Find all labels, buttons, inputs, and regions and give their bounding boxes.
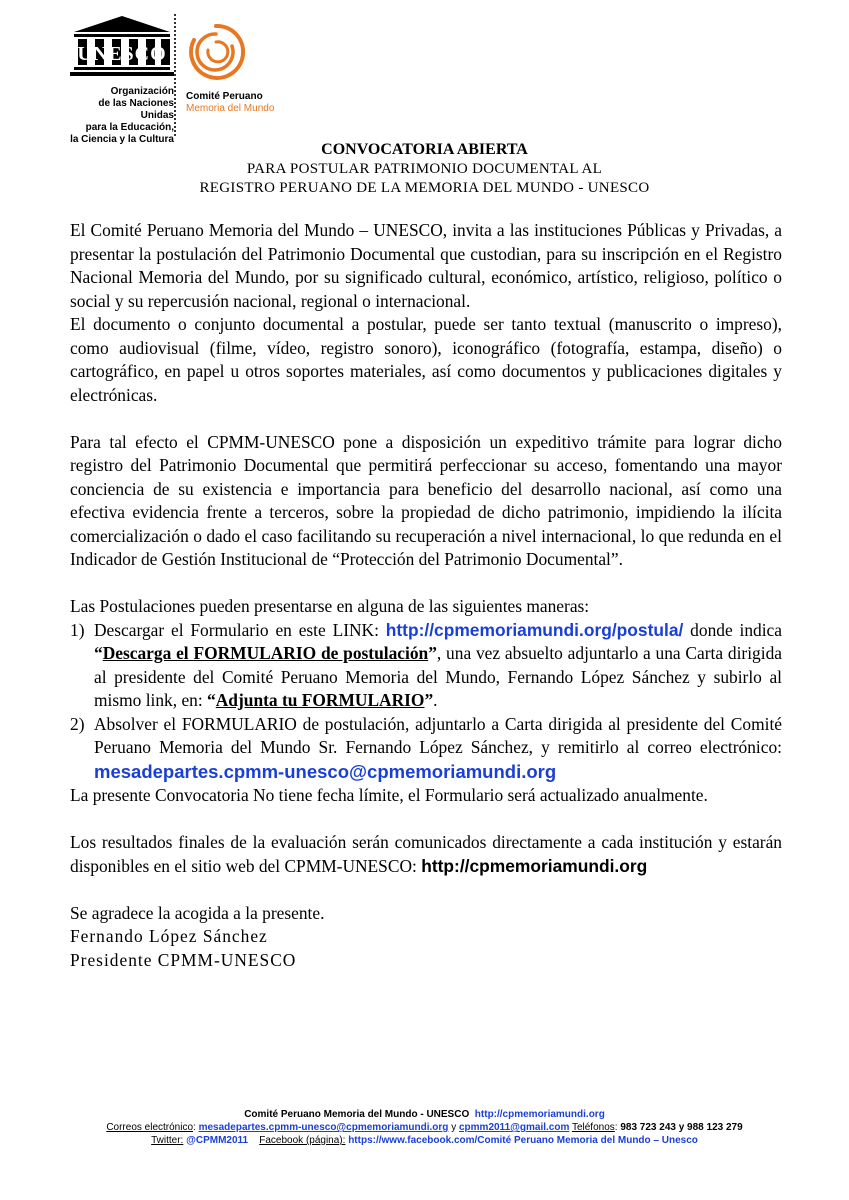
footer-facebook[interactable]: https://www.facebook.com/Comité Peruano Memoria del Mundo – Unesco [348, 1135, 698, 1146]
signature-name: Fernando López Sánchez [70, 926, 268, 946]
quote-attach-form: Adjunta tu FORMULARIO [215, 690, 425, 710]
unesco-subtitle: Organización de las Naciones Unidas para la Educación, la Ciencia y la Cultura [70, 86, 174, 145]
paragraph-results: Los resultados finales de la evaluación serán comunicados directamente a cada institución y estarán disponibles en el sitio web del CPMM-UNESCO: http://cpmemoriamundi.org [70, 832, 782, 876]
footer-line-2: Correos electrónico: mesadepartes.cpmm-unesco@cpmemoriamundi.org y cpmm2011@gmail.com Teléfonos: 983 723 243 y 988 123 279 [106, 1122, 743, 1133]
document-body [70, 219, 782, 972]
footer-phones: 983 723 243 y 988 123 279 [620, 1122, 743, 1133]
title-main: CONVOCATORIA ABIERTA [321, 141, 528, 158]
list-number: 1) [70, 619, 85, 640]
title-line-2: PARA POSTULAR PATRIMONIO DOCUMENTAL AL [246, 161, 603, 177]
paragraph-thanks: Se agradece la acogida a la presente. [70, 902, 325, 923]
website-link[interactable]: http://cpmemoriamundi.org [421, 855, 648, 876]
unesco-temple-icon [70, 14, 174, 80]
email-link[interactable]: mesadepartes.cpmm-unesco@cpmemoriamundi.org [94, 760, 557, 782]
paragraph-procedure: Para tal efecto el CPMM-UNESCO pone a disposición un expeditivo trámite para lograr dicho registro del Patrimonio Documental que permitirá perfeccionar su acceso, fomentando una mayor conciencia de su existencia e importancia para beneficio del desarrollo nacional, así como una efectiva evidencia frente a terceros, sobre la propiedad de dicho patrimonio, impidiendo la ilícita comercialización o dado el caso facilitando su recuperación a nivel internacional, lo que redunda en el Indicador de Gestión Institucional de “Protección del Patrimonio Documental”. [70, 431, 782, 569]
signature-title: Presidente CPMM-UNESCO [70, 949, 297, 970]
cpmm-spiral-icon [186, 22, 246, 84]
footer-email-2[interactable]: cpmm2011@gmail.com [458, 1122, 570, 1133]
paragraph-submission-intro: Las Postulaciones pueden presentarse en alguna de las siguientes maneras: [70, 596, 590, 616]
cpmm-logo [186, 22, 296, 115]
document-title [0, 140, 849, 198]
footer-email-1[interactable]: mesadepartes.cpmm-unesco@cpmemoriamundi.org [198, 1122, 449, 1133]
paragraph-document-types: El documento o conjunto documental a postular, puede ser tanto textual (manuscrito o impreso), como audiovisual (filme, vídeo, registro sonoro), iconográfico (fotografía, estampa, diseño) o cartográfico, en papel u otros soportes materiales, así como documentos y publicaciones digitales y electrónicas. [70, 314, 782, 405]
footer-url[interactable]: http://cpmemoriamundi.org [474, 1109, 605, 1120]
footer-line-1: Comité Peruano Memoria del Mundo - UNESCO http://cpmemoriamundi.org [244, 1109, 605, 1120]
footer-line-3: Twitter: @CPMM2011 Facebook (página): https://www.facebook.com/Comité Peruano Memoria del Mundo – Unesco [151, 1135, 698, 1146]
unesco-logo [70, 14, 174, 146]
svg-text:UNESCO: UNESCO [77, 43, 167, 65]
title-line-3: REGISTRO PERUANO DE LA MEMORIA DEL MUNDO - UNESCO [199, 180, 650, 196]
paragraph-invitation: El Comité Peruano Memoria del Mundo – UNESCO, invita a las instituciones Públicas y Privadas, a presentar la postulación del Patrimonio Documental que custodian, para su inscripción en el Registro Nacional Memoria del Mundo, por su significado cultural, económico, artístico, religioso, político o social y su repercusión nacional, regional o internacional. [70, 220, 782, 311]
list-item-2: 2) Absolver el FORMULARIO de postulación, adjuntarlo a Carta dirigida al presidente del Comité Peruano Memoria del Mundo Sr. Fernando López Sánchez, y remitirlo al correo electrónico: mesadepartes.cpmm-unesco@cpmemoriamundi.org [70, 713, 782, 785]
header-divider [174, 14, 176, 136]
paragraph-no-deadline: La presente Convocatoria No tiene fecha límite, el Formulario será actualizado anualmente. [70, 785, 708, 805]
list-number: 2) [70, 713, 85, 734]
postula-link[interactable]: http://cpmemoriamundi.org/postula/ [385, 619, 684, 640]
page-footer [0, 1108, 849, 1147]
quote-download-form: Descarga el FORMULARIO de postulación [102, 643, 429, 663]
cpmm-subtitle: Comité Peruano Memoria del Mundo [186, 91, 275, 114]
footer-twitter[interactable]: @CPMM2011 [186, 1135, 249, 1146]
list-item-1: 1) Descargar el Formulario en este LINK: http://cpmemoriamundi.org/postula/ donde indica “Descarga el FORMULARIO de postulación”, una vez absuelto adjuntarlo a una Carta dirigida al presidente del Comité Peruano Memoria del Mundo, Fernando López Sánchez y subirlo al mismo link, en: “Adjunta tu FORMULARIO”. [70, 619, 782, 713]
